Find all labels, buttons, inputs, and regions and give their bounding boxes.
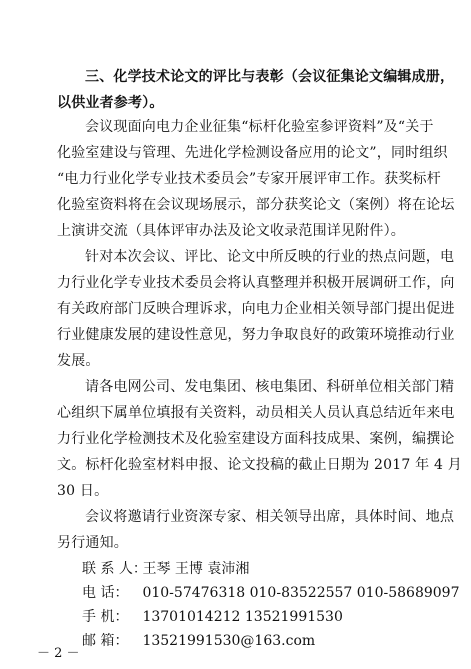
paragraph-2-line-5: 发展。 xyxy=(57,353,100,369)
paragraph-2-line-2: 力行业化学专业技术委员会将认真整理并积极开展调研工作，向 xyxy=(57,275,455,291)
paragraph-3-line-1: 请各电网公司、发电集团、核电集团、科研单位相关部门精 xyxy=(85,379,455,395)
paragraph-4-line-2: 另行通知。 xyxy=(57,535,128,551)
paragraph-3-line-2: 心组织下属单位填报有关资料，动员相关人员认真总结近年来电 xyxy=(57,405,455,421)
paragraph-2-line-3: 有关政府部门反映合理诉求，向电力企业相关领导部门提出促进 xyxy=(57,301,455,317)
contact-phone-value: 010-57476318 010-83522557 010-58689097 xyxy=(142,585,460,601)
contact-people-row xyxy=(82,556,249,582)
paragraph-2-line-4: 行业健康发展的建设性意见，努力争取良好的政策环境推动行业 xyxy=(57,327,455,343)
paragraph-1-line-5: 上演讲交流（具体评审办法及论文收录范围详见附件）。 xyxy=(57,223,405,239)
contact-email-value[interactable]: 13521991530@163.com xyxy=(142,633,316,649)
paragraph-3-line-4: 文。标杆化验室材料申报、论文投稿的截止日期为 2017 年 4 月 xyxy=(57,457,462,473)
paragraph-3-line-3: 力行业化学检测技术及化验室建设方面科技成果、案例，编撰论 xyxy=(57,431,455,447)
paragraph-1-line-2: 化验室建设与管理、先进化学检测设备应用的论文”，同时组织 xyxy=(57,145,448,161)
section-heading-line-2: 以供业者参考）。 xyxy=(57,95,164,111)
paragraph-4-line-1: 会议将邀请行业资深专家、相关领导出席，具体时间、地点 xyxy=(85,509,455,525)
paragraph-2-line-1: 针对本次会议、评比、论文中所反映的行业的热点问题，电 xyxy=(85,249,455,265)
contact-phone-row xyxy=(82,580,459,606)
contact-phone-label: 电 话： xyxy=(82,585,129,601)
paragraph-1-line-3: “电力行业化学专业技术委员会”专家开展评审工作。获奖标杆 xyxy=(57,171,441,187)
paragraph-1-line-1: 会议现面向电力企业征集“标杆化验室参评资料”及“关于 xyxy=(85,119,434,135)
contact-email-label: 邮 箱： xyxy=(82,633,129,649)
page-number: － 2 － xyxy=(37,646,80,661)
paragraph-3-line-5: 30 日。 xyxy=(57,483,109,499)
contact-mobile-label: 手 机： xyxy=(82,609,129,625)
contact-mobile-row xyxy=(82,604,343,630)
contact-people-label: 联 系 人： xyxy=(82,561,147,577)
section-heading-line-1: 三、化学技术论文的评比与表彰（会议征集论文编辑成册， xyxy=(85,69,455,85)
contact-mobile-value: 13701014212 13521991530 xyxy=(142,609,343,625)
contact-email-row xyxy=(82,628,315,654)
contact-people-value: 王琴 王博 袁沛湘 xyxy=(142,561,250,577)
paragraph-1-line-4: 化验室资料将在会议现场展示，部分获奖论文（案例）将在论坛 xyxy=(57,197,455,213)
